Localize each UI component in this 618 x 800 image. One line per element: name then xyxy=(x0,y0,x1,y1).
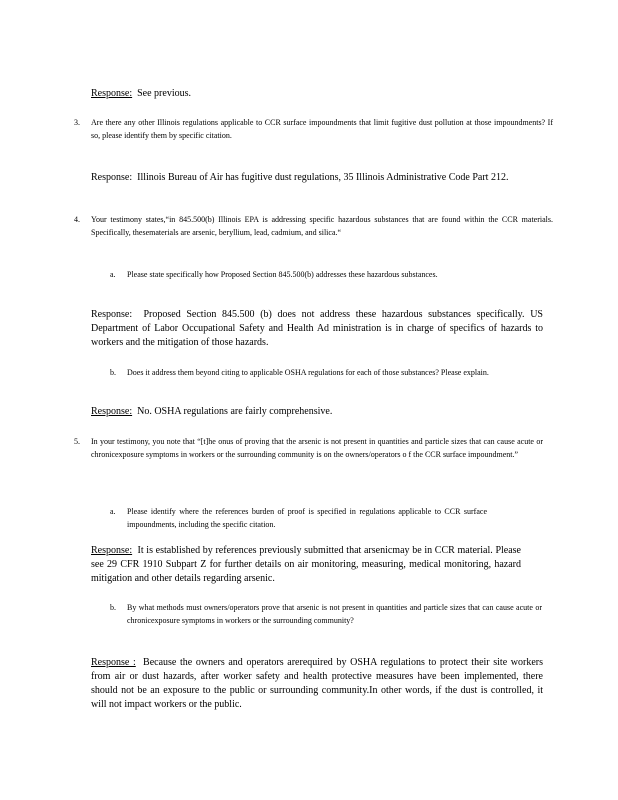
response-label: Response: xyxy=(91,309,133,320)
subquestion-text: Please identify where the references burden of proof is specified in regulations applicable to CCR surface impoundments, including the specific citation. xyxy=(127,507,487,529)
response-5a xyxy=(91,544,521,586)
response-label: Response: xyxy=(91,406,133,417)
question-number: 5. xyxy=(74,437,80,446)
response-5b xyxy=(91,656,543,712)
question-5b xyxy=(110,602,542,627)
question-number: 3. xyxy=(74,118,80,127)
subquestion-text: Please state specifically how Proposed Section 845.500(b) addresses these hazardous substances. xyxy=(127,270,438,279)
response-3 xyxy=(91,171,543,185)
response-4a xyxy=(91,308,543,350)
subquestion-letter: a. xyxy=(110,270,116,279)
subquestion-text: By what methods must owners/operators prove that arsenic is not present in quantities and particle sizes that can cause acute or chronicexposure symptoms in workers or the surrounding community? xyxy=(127,603,542,625)
question-text: In your testimony, you note that “[t]he onus of proving that the arsenic is not present in quantities and particle sizes that can cause acute or chronicexposure symptoms in workers or the surrounding community is on the owners/operators o f the CCR surface impoundment.” xyxy=(91,437,543,459)
question-5 xyxy=(74,436,543,461)
subquestion-letter: a. xyxy=(110,507,116,516)
question-number: 4. xyxy=(74,215,80,224)
response-label: Response: xyxy=(91,88,133,99)
response-label: Response: xyxy=(91,545,133,556)
response-text: Proposed Section 845.500 (b) does not address these hazardous substances specifically. US Department of Labor Occupational Safety and Health Ad ministration is in charge of specifics of hazards to workers and the mitigation of those hazards. xyxy=(91,309,543,348)
response-text: See previous. xyxy=(137,88,191,99)
question-5a xyxy=(110,506,487,531)
question-4a xyxy=(110,269,537,282)
subquestion-letter: b. xyxy=(110,603,116,612)
subquestion-text: Does it address them beyond citing to applicable OSHA regulations for each of those substances? Please explain. xyxy=(127,368,489,377)
question-3 xyxy=(74,117,553,142)
question-4 xyxy=(74,214,553,239)
question-text: Are there any other Illinois regulations applicable to CCR surface impoundments that limit fugitive dust pollution at those impoundments? If so, please identify them by specific citation. xyxy=(91,118,553,140)
response-text: Because the owners and operators arerequired by OSHA regulations to protect their site workers from air or dust hazards, after worker safety and health protective measures have been implemented, there should not be an exposure to the public or surrounding community.In other words, if the dust is controlled, it will not impact workers or the public. xyxy=(91,657,544,710)
response-text: No. OSHA regulations are fairly comprehensive. xyxy=(137,406,333,417)
question-text: Your testimony states,“in 845.500(b) Illinois EPA is addressing specific hazardous substances that are found within the CCR materials. Specifically, thesematerials are arsenic, beryllium, lead, cadmium, and silica.“ xyxy=(91,215,553,237)
response-text: Illinois Bureau of Air has fugitive dust regulations, 35 Illinois Administrative Code Part 212. xyxy=(137,172,509,183)
response-4b xyxy=(91,405,543,419)
response-text: It is established by references previously submitted that arsenicmay be in CCR material. Please see 29 CFR 1910 Subpart Z for further details on air monitoring, measuring, medical monitoring, hazard mitigation and other details regarding arsenic. xyxy=(91,545,521,584)
response-see-previous xyxy=(91,87,543,101)
question-4b xyxy=(110,367,552,380)
response-label: Response : xyxy=(91,657,136,668)
subquestion-letter: b. xyxy=(110,368,116,377)
response-label: Response: xyxy=(91,172,133,183)
